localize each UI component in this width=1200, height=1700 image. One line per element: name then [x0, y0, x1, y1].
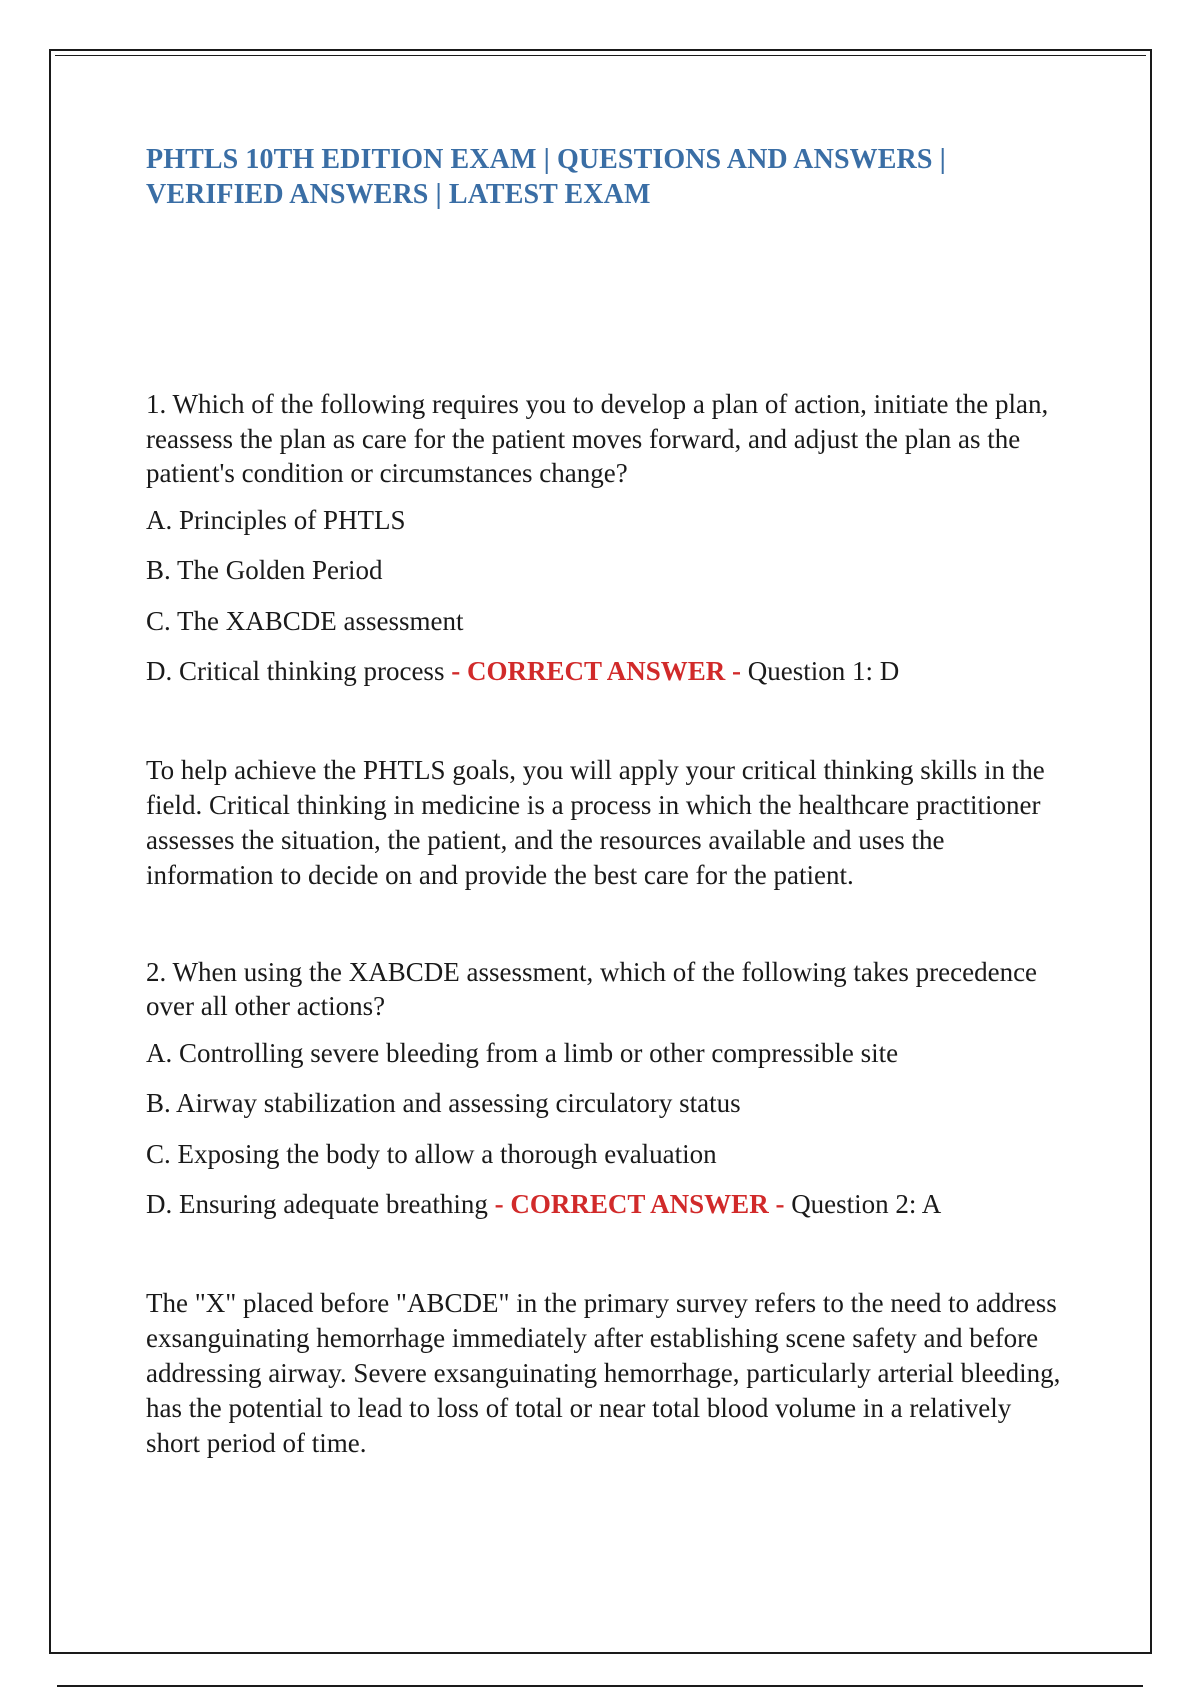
- question-1-option-b: B. The Golden Period: [146, 555, 383, 585]
- question-2-option-d-text: D. Ensuring adequate breathing: [146, 1189, 488, 1219]
- question-2-explanation: The "X" placed before "ABCDE" in the primary survey refers to the need to address exsanguinating hemorrhage immediately after establishing scene safety and before addressing airway. Severe exsanguinating hemorrhage, particularly arterial bleeding, has the potential to lead to loss of total or near total blood volume in a relatively short period of time.: [146, 1287, 1061, 1458]
- document-title-line-2: VERIFIED ANSWERS | LATEST EXAM: [146, 179, 651, 210]
- question-1-option-d: [146, 654, 1066, 689]
- page-border-inner-rule: [55, 55, 1146, 56]
- question-1-explanation: To help achieve the PHTLS goals, you will apply your critical thinking skills in the field. Critical thinking in medicine is a process in which the healthcare practitioner assesses the situation, the patient, and the resources available and uses the information to decide on and provide the best care for the patient.: [146, 754, 1045, 890]
- question-1-option-d-text: D. Critical thinking process: [146, 656, 445, 686]
- question-1-answer: Question 1: D: [747, 656, 900, 686]
- question-2-option-b: B. Airway stabilization and assessing circulatory status: [146, 1088, 741, 1118]
- question-1-correct-answer-label: - CORRECT ANSWER -: [451, 656, 741, 686]
- document-title-line-1: PHTLS 10TH EDITION EXAM | QUESTIONS AND ANSWERS |: [146, 144, 946, 175]
- bottom-rule: [57, 1685, 1143, 1687]
- question-1: [146, 387, 1066, 689]
- document-content: [146, 142, 1066, 1461]
- question-2-option-d: [146, 1187, 1066, 1222]
- question-2: [146, 955, 1066, 1222]
- question-2-option-c: C. Exposing the body to allow a thorough evaluation: [146, 1138, 717, 1169]
- question-2-correct-answer-label: - CORRECT ANSWER -: [494, 1189, 785, 1219]
- question-1-option-a: A. Principles of PHTLS: [146, 504, 406, 535]
- question-2-answer: Question 2: A: [791, 1189, 942, 1219]
- question-2-stem: 2. When using the XABCDE assessment, which of the following takes precedence over all other actions?: [146, 956, 1038, 1021]
- question-2-option-a: A. Controlling severe bleeding from a limb or other compressible site: [146, 1037, 899, 1068]
- question-1-option-c: C. The XABCDE assessment: [146, 605, 464, 636]
- document-title: [146, 142, 1066, 212]
- question-1-stem: 1. Which of the following requires you to develop a plan of action, initiate the plan, reassess the plan as care for the patient moves forward, and adjust the plan as the patient's condition or circumstances change?: [146, 389, 1049, 488]
